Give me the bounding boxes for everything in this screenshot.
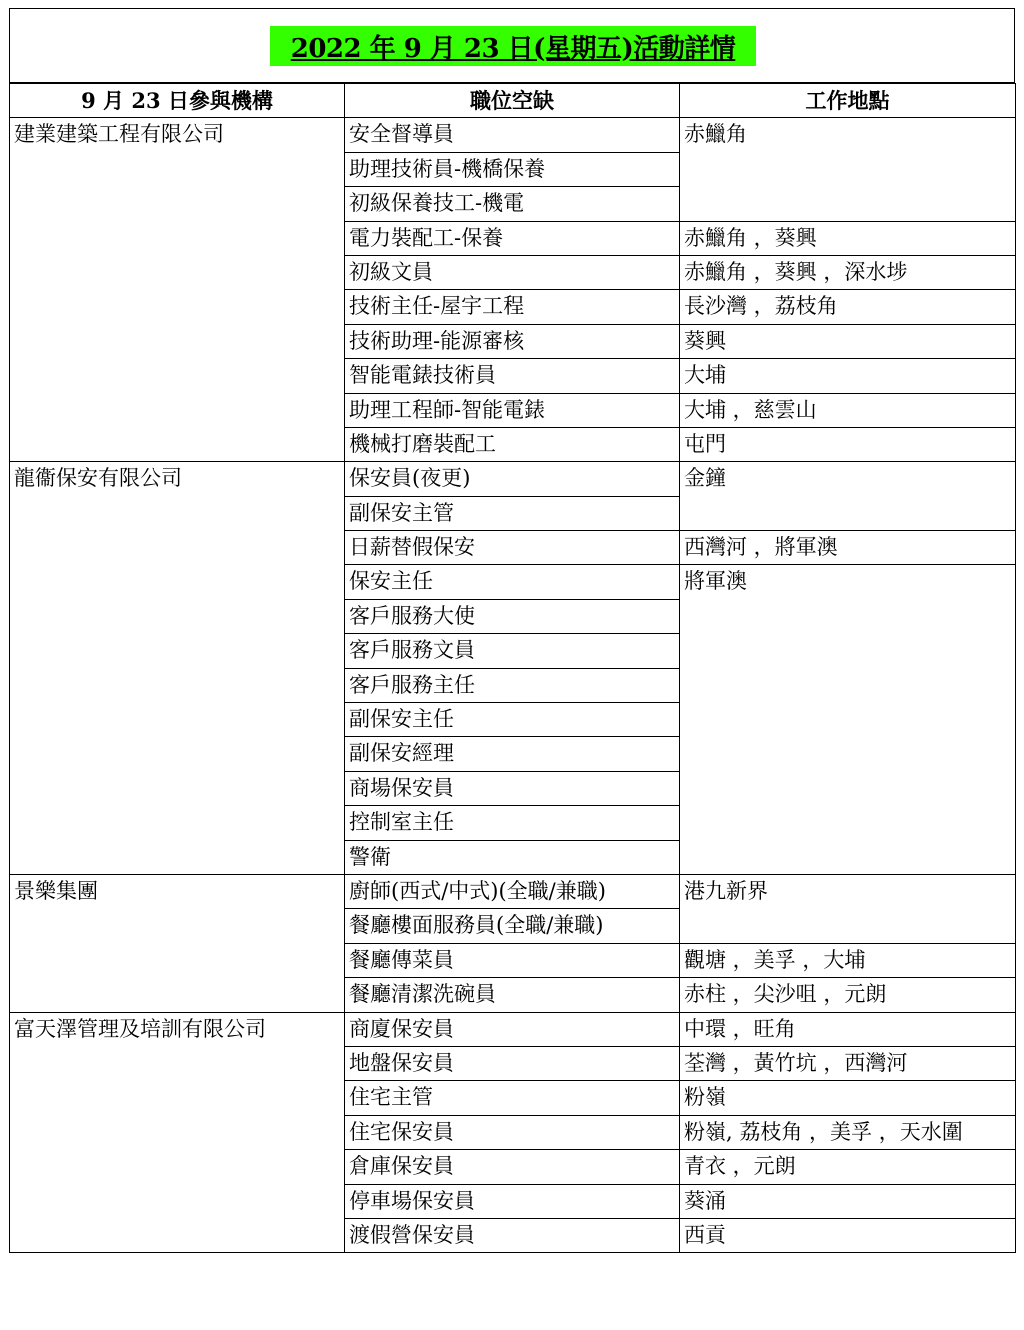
job-cell: 保安員(夜更) <box>345 462 680 496</box>
job-cell: 副保安主管 <box>345 496 680 530</box>
job-cell: 地盤保安員 <box>345 1046 680 1080</box>
job-cell: 倉庫保安員 <box>345 1150 680 1184</box>
header-org: 9 月 23 日參與機構 <box>10 84 345 118</box>
table-row <box>10 1012 1016 1046</box>
location-cell: 大埔 ，慈雲山 <box>680 393 1016 427</box>
table-row <box>10 462 1016 496</box>
location-cell: 青衣 ，元朗 <box>680 1150 1016 1184</box>
location-cell: 赤柱 ，尖沙咀 ，元朗 <box>680 978 1016 1012</box>
location-cell: 赤鱲角 ，葵興 <box>680 221 1016 255</box>
job-cell: 住宅主管 <box>345 1081 680 1115</box>
job-cell: 停車場保安員 <box>345 1184 680 1218</box>
job-cell: 初級文員 <box>345 255 680 289</box>
location-cell: 西灣河 ，將軍澳 <box>680 531 1016 565</box>
location-cell: 金鐘 <box>680 462 1016 531</box>
header-row <box>10 84 1016 118</box>
job-cell: 客戶服務文員 <box>345 634 680 668</box>
table-row <box>10 118 1016 152</box>
job-cell: 技術主任-屋宇工程 <box>345 290 680 324</box>
job-cell: 助理工程師-智能電錶 <box>345 393 680 427</box>
location-cell: 粉嶺 <box>680 1081 1016 1115</box>
job-cell: 餐廳傳菜員 <box>345 943 680 977</box>
job-cell: 機械打磨裝配工 <box>345 427 680 461</box>
job-cell: 渡假營保安員 <box>345 1218 680 1252</box>
job-cell: 住宅保安員 <box>345 1115 680 1149</box>
job-cell: 餐廳樓面服務員(全職/兼職) <box>345 909 680 943</box>
table-body <box>10 118 1016 1253</box>
location-cell: 長沙灣 ，荔枝角 <box>680 290 1016 324</box>
job-cell: 電力裝配工-保養 <box>345 221 680 255</box>
org-name-cell: 富天澤管理及培訓有限公司 <box>10 1012 345 1253</box>
job-cell: 商場保安員 <box>345 771 680 805</box>
location-cell: 將軍澳 <box>680 565 1016 875</box>
table-row <box>10 874 1016 908</box>
location-cell: 赤鱲角 ，葵興 ，深水埗 <box>680 255 1016 289</box>
location-cell: 大埔 <box>680 359 1016 393</box>
org-name-cell: 建業建築工程有限公司 <box>10 118 345 462</box>
location-cell: 港九新界 <box>680 874 1016 943</box>
job-cell: 安全督導員 <box>345 118 680 152</box>
page-title: 2022 年 9 月 23 日(星期五)活動詳情 <box>290 33 736 64</box>
job-cell: 廚師(西式/中式)(全職/兼職) <box>345 874 680 908</box>
job-cell: 保安主任 <box>345 565 680 599</box>
job-cell: 副保安主任 <box>345 703 680 737</box>
title-box <box>9 8 1015 83</box>
job-cell: 助理技術員-機橋保養 <box>345 152 680 186</box>
org-name-cell: 景樂集團 <box>10 874 345 1012</box>
jobs-table <box>9 83 1016 1253</box>
location-cell: 葵涌 <box>680 1184 1016 1218</box>
location-cell: 粉嶺, 荔枝角 ，美孚 ，天水圍 <box>680 1115 1016 1149</box>
job-cell: 客戶服務主任 <box>345 668 680 702</box>
job-cell: 商廈保安員 <box>345 1012 680 1046</box>
location-cell: 中環 ，旺角 <box>680 1012 1016 1046</box>
job-cell: 客戶服務大使 <box>345 599 680 633</box>
job-cell: 日薪替假保安 <box>345 531 680 565</box>
org-name-cell: 龍衞保安有限公司 <box>10 462 345 875</box>
job-cell: 初級保養技工-機電 <box>345 187 680 221</box>
job-cell: 控制室主任 <box>345 806 680 840</box>
activity-sheet <box>9 8 1015 1253</box>
location-cell: 葵興 <box>680 324 1016 358</box>
location-cell: 赤鱲角 <box>680 118 1016 221</box>
location-cell: 屯門 <box>680 427 1016 461</box>
header-location: 工作地點 <box>680 84 1016 118</box>
job-cell: 警衛 <box>345 840 680 874</box>
job-cell: 智能電錶技術員 <box>345 359 680 393</box>
header-job: 職位空缺 <box>345 84 680 118</box>
location-cell: 西貢 <box>680 1218 1016 1252</box>
job-cell: 餐廳清潔洗碗員 <box>345 978 680 1012</box>
job-cell: 技術助理-能源審核 <box>345 324 680 358</box>
location-cell: 觀塘 ，美孚 ，大埔 <box>680 943 1016 977</box>
location-cell: 荃灣 ，黃竹坑 ，西灣河 <box>680 1046 1016 1080</box>
title-highlight <box>270 26 756 66</box>
job-cell: 副保安經理 <box>345 737 680 771</box>
